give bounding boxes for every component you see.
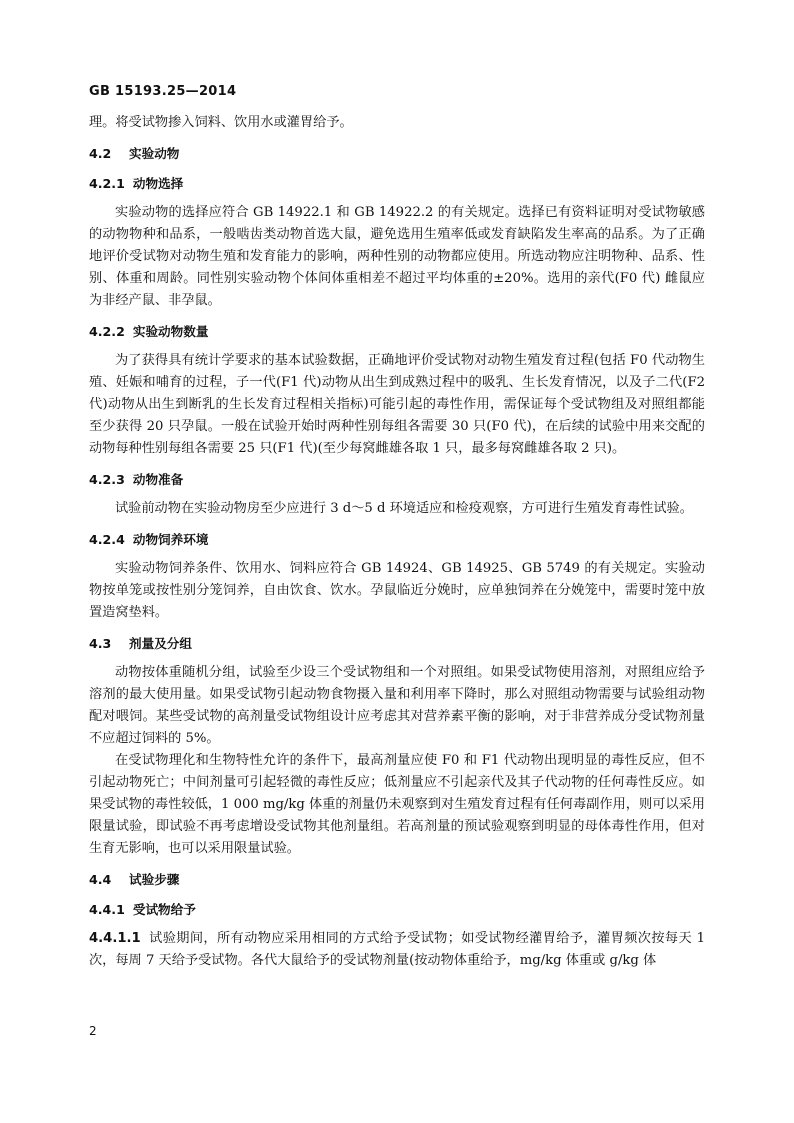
paragraph-housing-environment: 实验动物饲养条件、饮用水、饲料应符合 GB 14924、GB 14925、GB 5749 的有关规定。实验动物按单笼或按性别分笼饲养，自由饮食、饮水。孕鼠临近分娩时，应单独饲养在分娩笼中，需要时笼中放置造窝垫料。 [89,561,705,620]
heading-title: 实验动物 [129,146,180,161]
heading-number: 4.2.1 [89,176,125,191]
heading-4-2-1 [89,174,705,194]
heading-title: 动物选择 [132,176,184,191]
heading-number: 4.2 [89,146,112,161]
page-number: 2 [89,1024,97,1038]
heading-title: 动物准备 [132,472,184,487]
heading-title: 受试物给予 [132,902,196,917]
heading-4-2-4 [89,530,705,550]
clause-text: 试验期间，所有动物应采用相同的方式给予受试物；如受试物经灌胃给予，灌胃频次按每天 1 次，每周 7 天给予受试物。各代大鼠给予的受试物剂量(按动物体重给予，mg/kg 体重或 g/kg 体 [89,931,705,968]
heading-number: 4.2.3 [89,472,125,487]
heading-4-4-1 [89,900,705,920]
paragraph-animal-preparation: 试验前动物在实验动物房至少应进行 3 d～5 d 环境适应和检疫观察，方可进行生殖发育毒性试验。 [115,501,693,516]
heading-4-3 [89,634,705,654]
heading-4-2-2 [89,322,705,342]
paragraph-animal-count: 为了获得具有统计学要求的基本试验数据，正确地评价受试物对动物生殖发育过程(包括 F0 代动物生殖、妊娠和哺育的过程，子一代(F1 代)动物从出生到成熟过程中的吸乳、生长发育情况，以及子二代(F2 代)动物从出生到断乳的生长发育过程相关指标)可能引起的毒性作用，需保证每个受试物组及对照组都能至少获得 20 只孕鼠。一般在试验开始时两种性别每组各需要 30 只(F0 代)，在后续的试验中用来交配的动物每种性别每组各需要 25 只(F1 代)(至少每窝雌雄各取 1 只，最多每窝雌雄各取 2 只)。 [89,353,705,456]
heading-number: 4.4 [89,872,112,887]
paragraph-administration [89,928,705,972]
standard-code-header: GB 15193.25—2014 [89,84,237,99]
heading-title: 剂量及分组 [129,636,192,651]
heading-title: 动物饲养环境 [132,532,209,547]
heading-4-2 [89,144,705,164]
paragraph-animal-selection: 实验动物的选择应符合 GB 14922.1 和 GB 14922.2 的有关规定。选择已有资料证明对受试物敏感的动物物种和品系，一般啮齿类动物首选大鼠，避免选用生殖率低或发育缺陷发生率高的品系。为了正确地评价受试物对动物生殖和发育能力的影响，两种性别的动物都应使用。所选动物应注明物种、品系、性别、体重和周龄。同性别实验动物个体间体重相差不超过平均体重的±20%。选用的亲代(F0 代) 雌鼠应为非经产鼠、非孕鼠。 [89,205,705,308]
heading-4-2-3 [89,470,705,490]
clause-number: 4.4.1.1 [89,931,141,946]
heading-number: 4.2.2 [89,324,125,339]
heading-number: 4.3 [89,636,112,651]
heading-4-4 [89,870,705,890]
heading-number: 4.4.1 [89,902,125,917]
paragraph-continuation: 理。将受试物掺入饲料、饮用水或灌胃给予。 [89,115,353,130]
heading-title: 试验步骤 [129,872,180,887]
document-body [89,112,705,972]
paragraph-grouping: 动物按体重随机分组，试验至少设三个受试物组和一个对照组。如果受试物使用溶剂，对照组应给予溶剂的最大使用量。如果受试物引起动物食物摄入量和利用率下降时，那么对照组动物需要与试验组动物配对喂饲。某些受试物的高剂量受试物组设计应考虑其对营养素平衡的影响，对于非营养成分受试物剂量不应超过饲料的 5%。 [89,665,705,746]
paragraph-dose-levels: 在受试物理化和生物特性允许的条件下，最高剂量应使 F0 和 F1 代动物出现明显的毒性反应，但不引起动物死亡；中间剂量可引起轻微的毒性反应；低剂量应不引起亲代及其子代动物的任何毒性反应。如果受试物的毒性较低，1 000 mg/kg 体重的剂量仍未观察到对生殖发育过程有任何毒副作用，则可以采用限量试验，即试验不再考虑增设受试物其他剂量组。若高剂量的预试验观察到明显的母体毒性作用，但对生育无影响，也可以采用限量试验。 [89,753,705,856]
heading-title: 实验动物数量 [132,324,209,339]
heading-number: 4.2.4 [89,532,125,547]
